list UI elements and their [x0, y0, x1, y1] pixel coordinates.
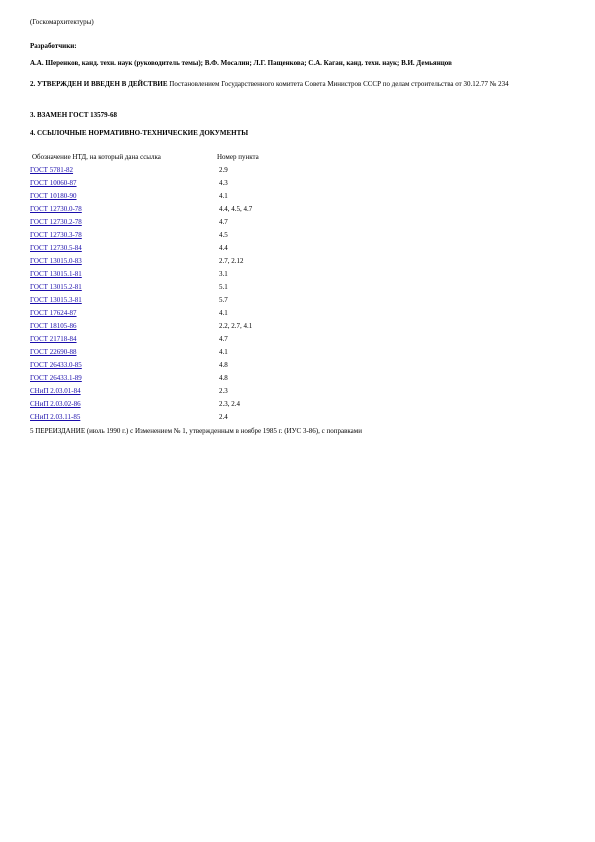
points-cell: 2.2, 2.7, 4.1: [219, 322, 253, 330]
approved-text: Постановлением Государственного комитета Совета Министров СССР по делам строительства от 30.12.77 № 234: [169, 80, 509, 88]
reissue-line: 5 ПЕРЕИЗДАНИЕ (июль 1990 г.) с Изменением № 1, утвержденным в ноябре 1985 г. (ИУС 3-86), с поправками: [30, 427, 362, 435]
approved-bold: 2. УТВЕРЖДЕН И ВВЕДЕН В ДЕЙСТВИЕ: [30, 80, 168, 88]
points-cell: 2.4: [219, 413, 228, 421]
points-cell: 4.1: [219, 348, 228, 356]
doc-link[interactable]: ГОСТ 5781-82: [30, 166, 74, 174]
points-cell: 5.7: [219, 296, 228, 304]
doc-link[interactable]: СНиП 2.03.02-86: [30, 400, 81, 408]
points-cell: 4.4, 4.5, 4.7: [219, 205, 253, 213]
points-cell: 4.5: [219, 231, 228, 239]
doc-link[interactable]: ГОСТ 22690-88: [30, 348, 77, 356]
header-doc: Обозначение НТД, на который дана ссылка: [32, 153, 161, 161]
points-cell: 4.1: [219, 309, 228, 317]
approved-paragraph: [30, 80, 550, 89]
doc-link[interactable]: ГОСТ 10180-90: [30, 192, 77, 200]
doc-link[interactable]: СНиП 2.03.11-85: [30, 413, 81, 421]
points-cell: 3.1: [219, 270, 228, 278]
doc-link[interactable]: ГОСТ 12730.2-78: [30, 218, 82, 226]
doc-link[interactable]: ГОСТ 13015.3-81: [30, 296, 82, 304]
doc-link[interactable]: ГОСТ 12730.3-78: [30, 231, 82, 239]
points-cell: 4.7: [219, 335, 228, 343]
org-line: (Госкомархитектуры): [30, 18, 94, 26]
doc-link[interactable]: СНиП 2.03.01-84: [30, 387, 81, 395]
doc-link[interactable]: ГОСТ 26433.1-89: [30, 374, 82, 382]
replaced-line: 3. ВЗАМЕН ГОСТ 13579-68: [30, 111, 118, 119]
doc-link[interactable]: ГОСТ 13015.0-83: [30, 257, 82, 265]
points-cell: 4.4: [219, 244, 228, 252]
developers-text: А.А. Шеренков, канд. техн. наук (руководитель темы); В.Ф. Мосалин; Л.Г. Пащенкова; С.А. Каган, канд. техн. наук; В.И. Демьянцов: [30, 59, 452, 67]
points-cell: 4.7: [219, 218, 228, 226]
points-cell: 5.1: [219, 283, 228, 291]
points-cell: 2.9: [219, 166, 228, 174]
doc-link[interactable]: ГОСТ 26433.0-85: [30, 361, 82, 369]
points-cell: 2.3: [219, 387, 228, 395]
doc-link[interactable]: ГОСТ 17624-87: [30, 309, 77, 317]
doc-link[interactable]: ГОСТ 18105-86: [30, 322, 77, 330]
doc-link[interactable]: ГОСТ 13015.2-81: [30, 283, 82, 291]
points-cell: 2.3, 2.4: [219, 400, 240, 408]
points-cell: 4.3: [219, 179, 228, 187]
points-cell: 4.8: [219, 374, 228, 382]
doc-link[interactable]: ГОСТ 21718-84: [30, 335, 77, 343]
doc-link[interactable]: ГОСТ 12730.5-84: [30, 244, 82, 252]
refs-heading: 4. ССЫЛОЧНЫЕ НОРМАТИВНО-ТЕХНИЧЕСКИЕ ДОКУМЕНТЫ: [30, 129, 249, 137]
header-points: Номер пункта: [217, 153, 259, 161]
points-cell: 2.7, 2.12: [219, 257, 244, 265]
doc-link[interactable]: ГОСТ 10060-87: [30, 179, 77, 187]
developers-label: Разработчики:: [30, 42, 77, 50]
doc-link[interactable]: ГОСТ 13015.1-81: [30, 270, 82, 278]
doc-link[interactable]: ГОСТ 12730.0-78: [30, 205, 82, 213]
points-cell: 4.1: [219, 192, 228, 200]
points-cell: 4.8: [219, 361, 228, 369]
